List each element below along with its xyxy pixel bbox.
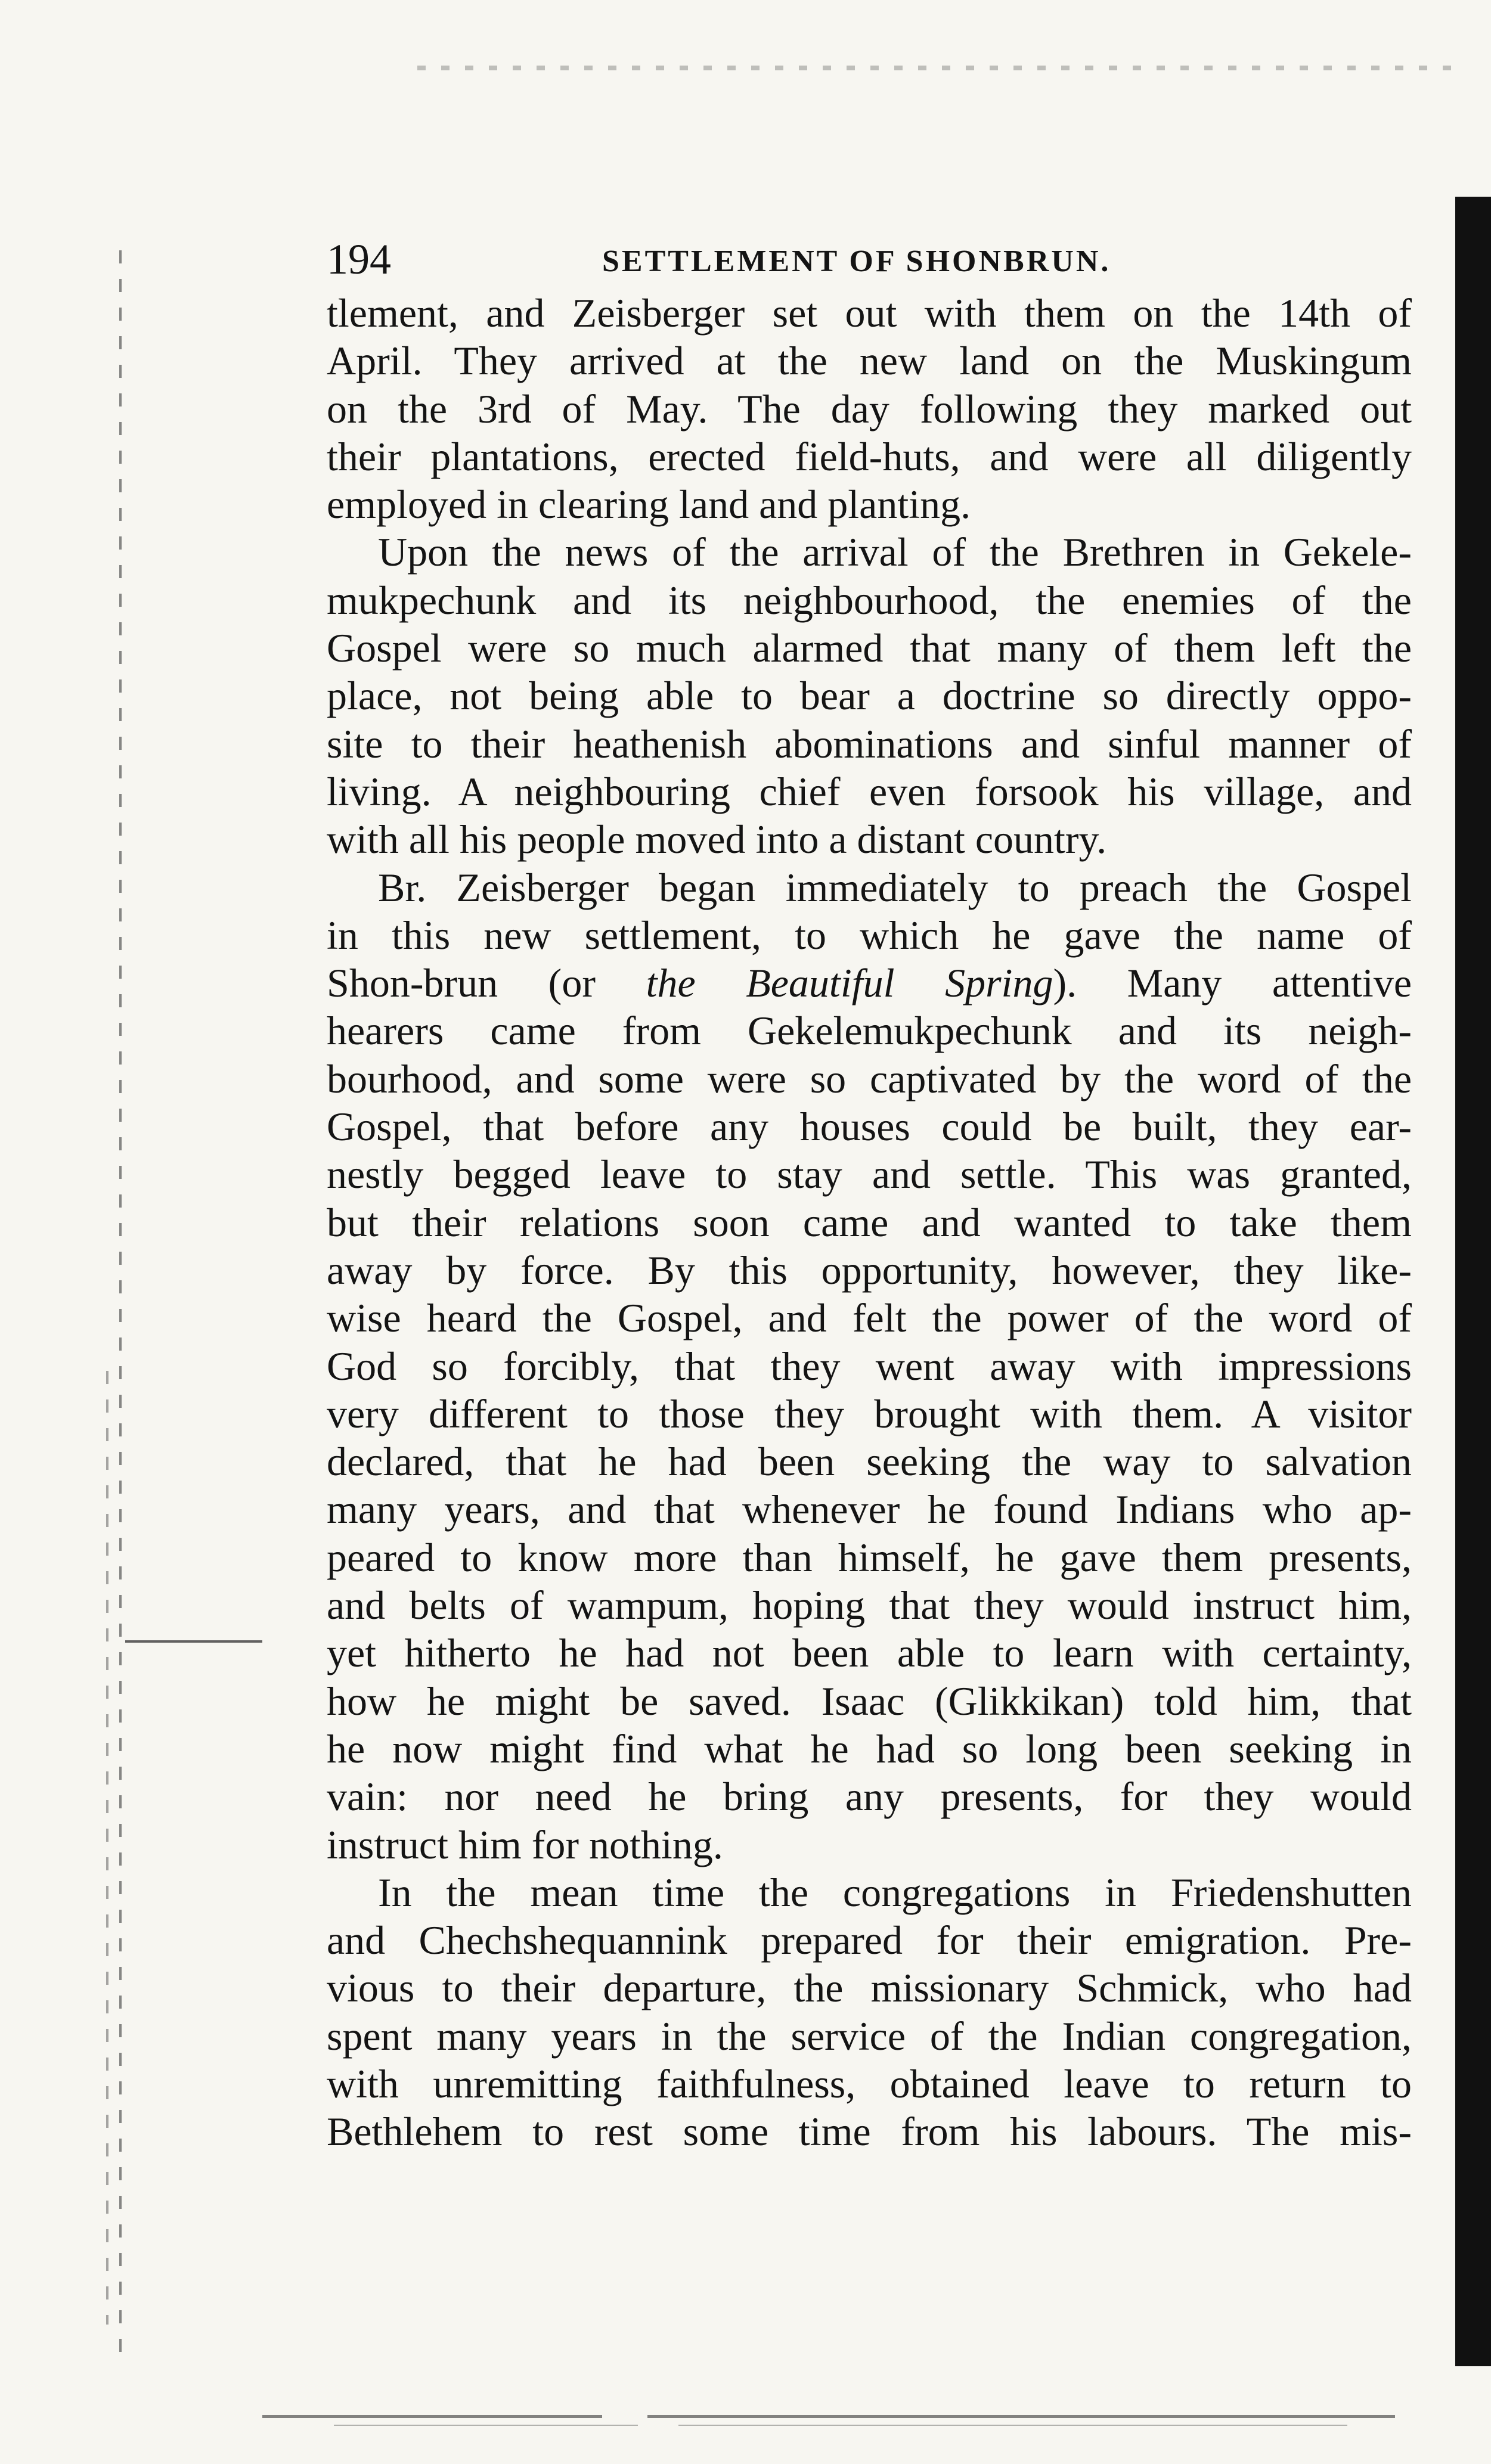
scan-noise-top [417,66,1461,70]
text-line: he now might find what he had so long been seeking in [327,1726,1412,1771]
margin-tick-mark [125,1640,262,1643]
text-line: living. A neighbouring chief even forsook his village, and [327,768,1412,814]
text-line: many years, and that whenever he found Indians who ap- [327,1487,1412,1532]
text-line: In the mean time the congregations in Friedenshutten [378,1869,1412,1915]
text-line: bourhood, and some were so captivated by the word of the [327,1056,1412,1101]
text-line: Upon the news of the arrival of the Brethren in Gekele- [378,529,1412,575]
text-line: wise heard the Gospel, and felt the power of the word of [327,1295,1412,1341]
body-text [327,289,1412,2156]
text-line: how he might be saved. Isaac (Glikkikan) told him, that [327,1678,1412,1724]
scan-edge-shadow [1455,197,1491,2366]
text-line: and belts of wampum, hoping that they would instruct him, [327,1582,1412,1628]
text-line: their plantations, erected field-huts, and were all diligently [327,433,1412,479]
text-line: mukpechunk and its neighbourhood, the enemies of the [327,577,1412,623]
text-line: vain: nor need he bring any presents, for they would [327,1774,1412,1820]
text-line: Br. Zeisberger began immediately to preach the Gospel [378,864,1412,910]
text-line-part: Shon-brun (or [327,960,646,1006]
text-line: instruct him for nothing. [327,1821,723,1867]
text-line: yet hitherto he had not been able to learn with certainty, [327,1630,1412,1676]
text-line: on the 3rd of May. The day following they marked out [327,386,1412,432]
text-line: very different to those they brought with them. A visitor [327,1391,1412,1436]
text-line: away by force. By this opportunity, however, they like- [327,1247,1412,1293]
text-line: but their relations soon came and wanted to take them [327,1199,1412,1245]
bottom-edge-rule [262,2415,1395,2418]
text-line: Gospel, that before any houses could be built, they ear- [327,1104,1412,1150]
text-line: employed in clearing land and planting. [327,482,971,527]
text-line: peared to know more than himself, he gave them presents, [327,1534,1412,1580]
text-line: place, not being able to bear a doctrine so directly oppo- [327,673,1412,719]
text-line: with all his people moved into a distant country. [327,817,1107,862]
italic-phrase: the Beautiful Spring [646,960,1053,1006]
page-number: 194 [327,235,391,283]
text-line: nestly begged leave to stay and settle. This was granted, [327,1152,1412,1197]
text-line: and Chechshequannink prepared for their emigration. Pre- [327,1917,1412,1963]
text-line [327,959,1412,1007]
text-line: God so forcibly, that they went away with impressions [327,1343,1412,1389]
running-head-title: SETTLEMENT OF SHONBRUN. [602,244,1111,278]
text-line: declared, that he had been seeking the way to salvation [327,1439,1412,1485]
text-line: hearers came from Gekelemukpechunk and its neigh- [327,1008,1412,1054]
bottom-edge-rule-thin [334,2425,1347,2426]
binding-gutter-marks [119,250,122,2366]
running-head [327,235,1400,283]
text-line: with unremitting faithfulness, obtained leave to return to [327,2060,1412,2106]
text-line-part: ). Many attentive [1053,960,1412,1006]
text-line: April. They arrived at the new land on the Muskingum [327,338,1412,384]
text-line: spent many years in the service of the Indian congregation, [327,2013,1412,2059]
binding-gutter-marks-secondary [106,1371,109,2325]
text-line: Gospel were so much alarmed that many of them left the [327,625,1412,671]
text-line: site to their heathenish abominations and sinful manner of [327,721,1412,766]
text-line: Bethlehem to rest some time from his labours. The mis- [327,2109,1412,2155]
text-line: tlement, and Zeisberger set out with them on the 14th of [327,290,1412,336]
text-line: in this new settlement, to which he gave the name of [327,912,1412,958]
text-line: vious to their departure, the missionary Schmick, who had [327,1965,1412,2011]
